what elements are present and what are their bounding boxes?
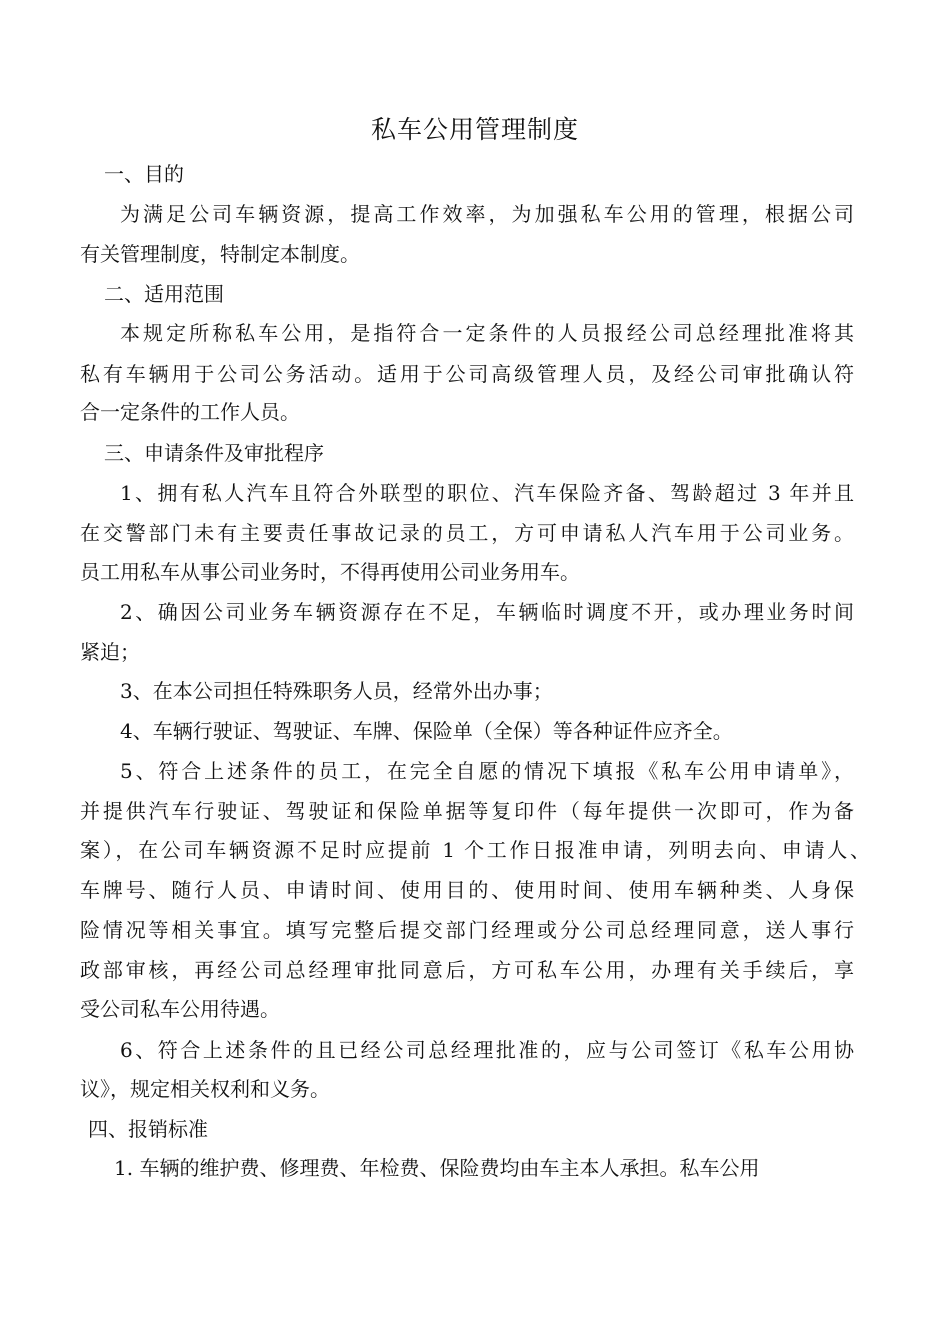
paragraph-line: 有关管理制度，特制定本制度。 — [80, 242, 360, 266]
paragraph-line: 1、拥有私人汽车且符合外联型的职位、汽车保险齐备、驾龄超过 3 年并且 — [120, 481, 854, 505]
paragraph-line: 在交警部门未有主要责任事故记录的员工，方可申请私人汽车用于公司业务。 — [80, 521, 854, 545]
paragraph-line: 为满足公司车辆资源，提高工作效率，为加强私车公用的管理，根据公司 — [120, 202, 854, 226]
paragraph-line: 议》，规定相关权利和义务。 — [80, 1077, 330, 1101]
paragraph-line: 受公司私车公用待遇。 — [80, 997, 280, 1021]
paragraph-line: 案），在公司车辆资源不足时应提前 1 个工作日报准申请，列明去向、申请人、 — [80, 838, 870, 862]
paragraph-line: 合一定条件的工作人员。 — [80, 400, 300, 424]
paragraph-line: 员工用私车从事公司业务时，不得再使用公司业务用车。 — [80, 560, 580, 584]
paragraph-line: 险情况等相关事宜。填写完整后提交部门经理或分公司总经理同意，送人事行 — [80, 918, 854, 942]
paragraph-line: 5、符合上述条件的员工，在完全自愿的情况下填报《私车公用申请单》， — [120, 759, 854, 783]
section-heading-application: 三、申请条件及审批程序 — [104, 441, 324, 465]
document-title: 私车公用管理制度 — [370, 115, 579, 144]
paragraph-line: 3、在本公司担任特殊职务人员，经常外出办事； — [120, 679, 553, 703]
section-heading-reimbursement: 四、报销标准 — [88, 1117, 208, 1141]
paragraph-line: 紧迫； — [80, 640, 140, 664]
paragraph-line: 2、确因公司业务车辆资源存在不足，车辆临时调度不开，或办理业务时间 — [120, 600, 854, 624]
section-heading-purpose: 一、目的 — [104, 162, 184, 186]
paragraph-line: 私有车辆用于公司公务活动。适用于公司高级管理人员，及经公司审批确认符 — [80, 362, 854, 386]
section-heading-scope: 二、适用范围 — [104, 282, 224, 306]
paragraph-line: 并提供汽车行驶证、驾驶证和保险单据等复印件（每年提供一次即可，作为备 — [80, 799, 854, 823]
paragraph-line: 6、符合上述条件的且已经公司总经理批准的，应与公司签订《私车公用协 — [120, 1038, 854, 1062]
paragraph-line: 1. 车辆的维护费、修理费、年检费、保险费均由车主本人承担。私车公用 — [114, 1156, 760, 1180]
paragraph-line: 政部审核，再经公司总经理审批同意后，方可私车公用，办理有关手续后，享 — [80, 958, 854, 982]
paragraph-line: 本规定所称私车公用，是指符合一定条件的人员报经公司总经理批准将其 — [120, 321, 854, 345]
paragraph-line: 4、车辆行驶证、驾驶证、车牌、保险单（全保）等各种证件应齐全。 — [120, 719, 733, 743]
paragraph-line: 车牌号、随行人员、申请时间、使用目的、使用时间、使用车辆种类、人身保 — [80, 878, 854, 902]
